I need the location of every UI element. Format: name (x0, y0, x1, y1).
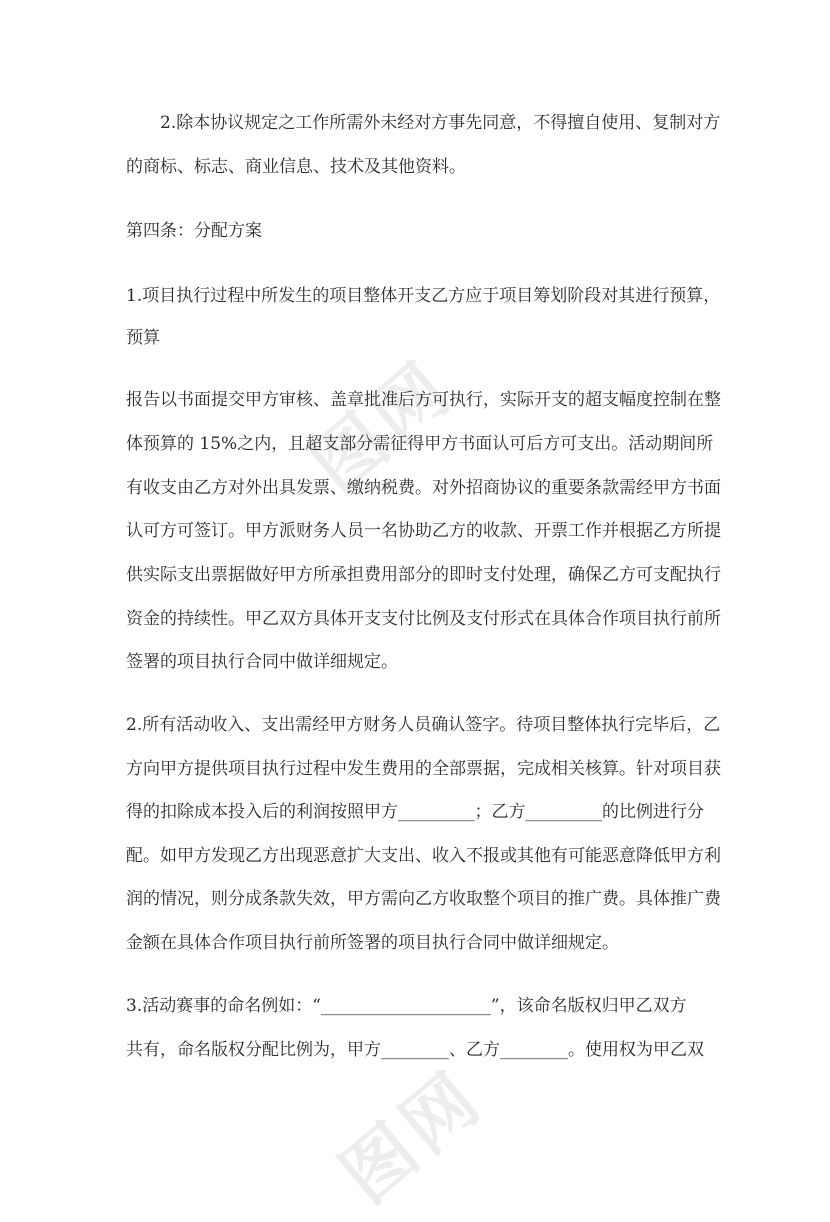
paragraph-line: 报告以书面提交甲方审核、盖章批准后方可执行，实际开支的超支幅度控制在整 (126, 390, 721, 410)
paragraph-line: 1.项目执行过程中所发生的项目整体开支乙方应于项目筹划阶段对其进行预算， (126, 286, 721, 306)
paragraph-line: 有收支由乙方对外出具发票、缴纳税费。对外招商协议的重要条款需经甲方书面 (126, 478, 721, 498)
paragraph-line: 认可方可签订。甲方派财务人员一名协助乙方的收款、开票工作并根据乙方所提 (126, 521, 721, 541)
section-heading: 第四条：分配方案 (126, 221, 262, 241)
paragraph-line: 配。如甲方发现乙方出现恶意扩大支出、收入不报或其他有可能恶意降低甲方利 (126, 846, 721, 866)
paragraph-line: 2.除本协议规定之工作所需外未经对方事先同意，不得擅自使用、复制对方 (160, 113, 721, 133)
paragraph-line: 方向甲方提供项目执行过程中发生费用的全部票据，完成相关核算。针对项目获 (126, 759, 721, 779)
paragraph-line: 润的情况，则分成条款失效，甲方需向乙方收取整个项目的推广费。具体推广费 (126, 889, 721, 909)
paragraph-line: 签署的项目执行合同中做详细规定。 (126, 652, 398, 672)
paragraph-line: 金额在具体合作项目执行前所签署的项目执行合同中做详细规定。 (126, 933, 619, 953)
watermark-lower: 图网 (325, 1054, 499, 1219)
watermark-upper: 图网 (295, 344, 469, 509)
paragraph-line: 的商标、标志、商业信息、技术及其他资料。 (126, 157, 466, 177)
paragraph-line: 预算 (126, 328, 160, 348)
paragraph-line: 2.所有活动收入、支出需经甲方财务人员确认签字。待项目整体执行完毕后，乙 (126, 715, 721, 735)
paragraph-line: 3.活动赛事的命名例如：“____________________”，该命名版权归甲乙双方 (126, 996, 687, 1016)
paragraph-line: 共有，命名版权分配比例为，甲方________、乙方________。使用权为甲乙双 (126, 1040, 704, 1060)
paragraph-line: 供实际支出票据做好甲方所承担费用部分的即时支付处理，确保乙方可支配执行 (126, 565, 721, 585)
paragraph-line: 得的扣除成本投入后的利润按照甲方_________；乙方_________的比例进行分 (126, 802, 704, 822)
paragraph-line: 体预算的 15%之内，且超支部分需征得甲方书面认可后方可支出。活动期间所 (126, 434, 714, 454)
paragraph-line: 资金的持续性。甲乙双方具体开支支付比例及支付形式在具体合作项目执行前所 (126, 609, 721, 629)
